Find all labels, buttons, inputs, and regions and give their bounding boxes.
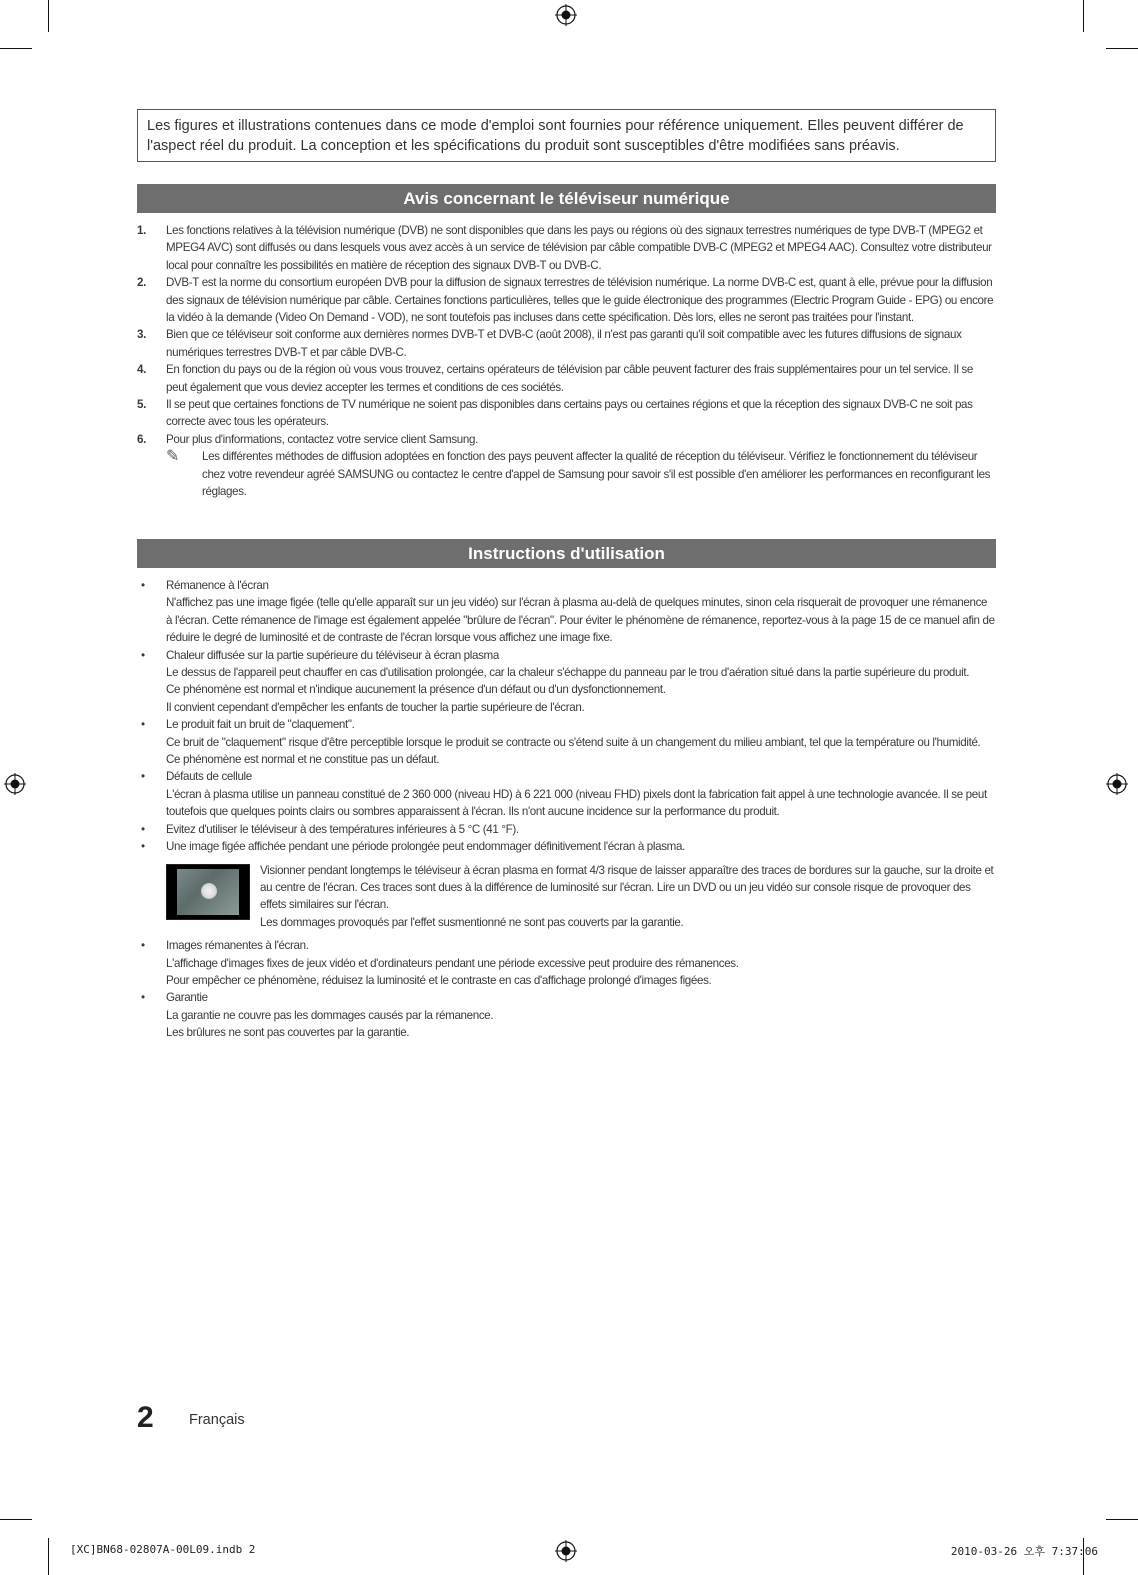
list-item [137, 838, 996, 855]
item-text: DVB-T est la norme du consortium européen DVB pour la diffusion de signaux terrestres de télévision numérique. La norme DVB-C est, quant à elle, prévue pour la diffusion des signaux de télévision numérique par câble. Certaines fonctions particulières, telles que le guide électronique des programmes (Electric Program Guide - EPG) ou encore la vidéo à la demande (Video On Demand - VOD), ne sont toutefois pas incluses dans cette spécification. Dès lors, elles ne seront pas traitées pour l'instant. [166, 276, 994, 325]
bullet-line: L'affichage d'images fixes de jeux vidéo et d'ordinateurs pendant une période excessive peut produire des rémanences. [166, 956, 739, 970]
item-number: 1. [137, 224, 146, 237]
registration-mark-icon [1106, 773, 1128, 795]
list-item [137, 396, 996, 431]
bullet-head: Une image figée affichée pendant une période prolongée peut endommager définitivement l'écran à plasma. [166, 840, 685, 854]
digital-tv-list [137, 222, 996, 501]
bullet-head: Images rémanentes à l'écran. [166, 939, 309, 953]
bullet-head: Chaleur diffusée sur la partie supérieure du téléviseur à écran plasma [166, 648, 499, 662]
disclaimer-notice: Les figures et illustrations contenues dans ce mode d'emploi sont fournies pour référence uniquement. Elles peuvent différer de l'aspect réel du produit. La conception et les spécifications du produit sont susceptibles d'être modifiées sans préavis. [137, 109, 996, 162]
list-item [137, 989, 996, 1041]
crop-mark [0, 48, 32, 49]
bullet-head: Défauts de cellule [166, 770, 252, 784]
list-item [137, 821, 996, 838]
item-text: Il se peut que certaines fonctions de TV numérique ne soient pas disponibles dans certains pays ou certaines régions et que la réception des signaux DVB-C ne soit pas correcte avec tous les opérateurs. [166, 398, 973, 429]
list-item [137, 431, 996, 448]
bullet-line: N'affichez pas une image figée (telle qu'elle apparaît sur un jeu vidéo) sur l'écran à plasma au-delà de quelques minutes, sinon cela risquerait de provoquer une rémanence à l'écran. Cette rémanence de l'image est également appelée "brûlure de l'écran". Pour éviter le phénomène de rémanence, reportez-vous à la page 15 de ce manuel afin de réduire le degré de luminosité et de contraste de l'écran lorsque vous affichez une image fixe. [166, 596, 995, 645]
section-title-digital-tv: Avis concernant le téléviseur numérique [137, 184, 996, 213]
list-item [137, 647, 996, 717]
image-note-line: Visionner pendant longtemps le téléviseur à écran plasma en format 4/3 risque de laisser apparaître des traces de bordures sur la gauche, sur la droite et au centre de l'écran. Ces traces sont dues à la différence de luminosité sur l'écran. Lire un DVD ou un jeu vidéo sur console risque de provoquer des effets similaires sur l'écran. [260, 863, 994, 912]
print-datetime: 2010-03-26 오후 7:37:06 [950, 1545, 1098, 1558]
crop-mark [0, 1519, 32, 1520]
item-text: Pour plus d'informations, contactez votre service client Samsung. [166, 432, 478, 446]
print-file-info: [XC]BN68-02807A-00L09.indb 2 [70, 1543, 256, 1556]
registration-mark-icon [555, 4, 577, 26]
list-item [137, 361, 996, 396]
screen-burn-illustration-block [166, 862, 996, 932]
crop-mark [48, 1538, 49, 1575]
item-text: En fonction du pays ou de la région où vous vous trouvez, certains opérateurs de télévision par câble peuvent facturer des frais supplémentaires pour un tel service. Il se peut également que vous deviez accepter les termes et conditions de ces sociétés. [166, 363, 973, 394]
bullet-line: L'écran à plasma utilise un panneau constitué de 2 360 000 (niveau HD) à 6 221 000 (niveau FHD) pixels dont la fabrication fait appel à une technologie avancée. Il se peut toutefois que quelques points clairs ou sombres apparaissent à l'écran. Ils n'ont aucune incidence sur la performance du produit. [166, 787, 987, 819]
bullet-icon: • [141, 579, 145, 592]
bullet-icon: • [141, 939, 145, 953]
tv-screen-thumbnail [166, 864, 250, 920]
pencil-note-icon: ✎ [166, 448, 180, 466]
item-number: 3. [137, 328, 146, 342]
list-item [137, 716, 996, 768]
bullet-line: Ce phénomène est normal et n'indique aucunement la présence d'un défaut ou d'un dysfonctionnement. [166, 683, 666, 697]
page-language: Français [189, 1412, 245, 1428]
note-text: Les différentes méthodes de diffusion adoptées en fonction des pays peuvent affecter la qualité de réception du téléviseur. Vérifiez le fonctionnement du téléviseur chez votre revendeur agréé SAMSUNG ou contactez le centre d'appel de Samsung pour savoir s'il est possible d'en améliorer les performances en reconfigurant les réglages. [202, 450, 991, 499]
bullet-icon: • [141, 648, 145, 662]
bullet-line: Le dessus de l'appareil peut chauffer en cas d'utilisation prolongée, car la chaleur s'échappe du panneau par le trou d'aération situé dans la partie supérieure du produit. [166, 666, 970, 680]
list-item [137, 274, 996, 326]
item-number: 6. [137, 432, 146, 446]
image-note-line: Les dommages provoqués par l'effet susmentionné ne sont pas couverts par la garantie. [260, 915, 684, 929]
bullet-head: Le produit fait un bruit de "claquement". [166, 718, 355, 732]
page-number: 2 [137, 1401, 154, 1434]
item-text: Bien que ce téléviseur soit conforme aux dernières normes DVB-T et DVB-C (août 2008), il n'est pas garanti qu'il soit compatible avec les futures diffusions de signaux numériques terrestres DVB-T et par câble DVB-C. [166, 328, 962, 359]
bullet-icon: • [141, 840, 145, 854]
bullet-head: Garantie [166, 991, 208, 1005]
bullet-line: Pour empêcher ce phénomène, réduisez la luminosité et le contraste en cas d'affichage prolongé d'images figées. [166, 973, 712, 987]
bullet-icon: • [141, 991, 145, 1005]
list-item [137, 326, 996, 361]
list-item [137, 222, 996, 274]
flower-icon [201, 883, 217, 899]
bullet-line: Ce bruit de "claquement" risque d'être perceptible lorsque le produit se contracte ou s'étend suite à un changement du milieu ambiant, tel que la température ou l'humidité. Ce phénomène est normal et ne constitue pas un défaut. [166, 735, 981, 767]
crop-mark [1083, 0, 1084, 32]
note [166, 448, 996, 500]
bullet-icon: • [141, 822, 145, 836]
list-item [137, 577, 996, 647]
bullet-line: La garantie ne couvre pas les dommages causés par la rémanence. [166, 1008, 494, 1022]
item-number: 4. [137, 363, 146, 377]
bullet-line: Il convient cependant d'empêcher les enfants de toucher la partie supérieure de l'écran. [166, 700, 585, 714]
list-item [137, 937, 996, 989]
item-text: Les fonctions relatives à la télévision numérique (DVB) ne sont disponibles que dans les pays ou régions où des signaux terrestres numériques de type DVB-T (MPEG2 et MPEG4 AVC) sont diffusés ou dans lesquels vous avez accès à un service de télévision par câble compatible DVB-C (MPEG2 et MPEG4 AAC). Consultez votre distributeur local pour connaître les possibilités en matière de réception des signaux DVB-T ou DVB-C. [166, 224, 992, 272]
crop-mark [1106, 48, 1138, 49]
bullet-head: Evitez d'utiliser le téléviseur à des températures inférieures à 5 °C (41 °F). [166, 822, 519, 836]
instructions-list [137, 577, 996, 1042]
bullet-line: Les brûlures ne sont pas couvertes par la garantie. [166, 1026, 410, 1040]
bullet-icon: • [141, 770, 145, 784]
registration-mark-icon [555, 1540, 577, 1562]
section-title-instructions: Instructions d'utilisation [137, 539, 996, 568]
crop-mark [48, 0, 49, 32]
bullet-head: Rémanence à l'écran [166, 579, 269, 592]
item-number: 5. [137, 398, 146, 412]
bullet-icon: • [141, 718, 145, 732]
list-item [137, 768, 996, 820]
item-number: 2. [137, 276, 146, 290]
crop-mark [1106, 1519, 1138, 1520]
registration-mark-icon [4, 773, 26, 795]
